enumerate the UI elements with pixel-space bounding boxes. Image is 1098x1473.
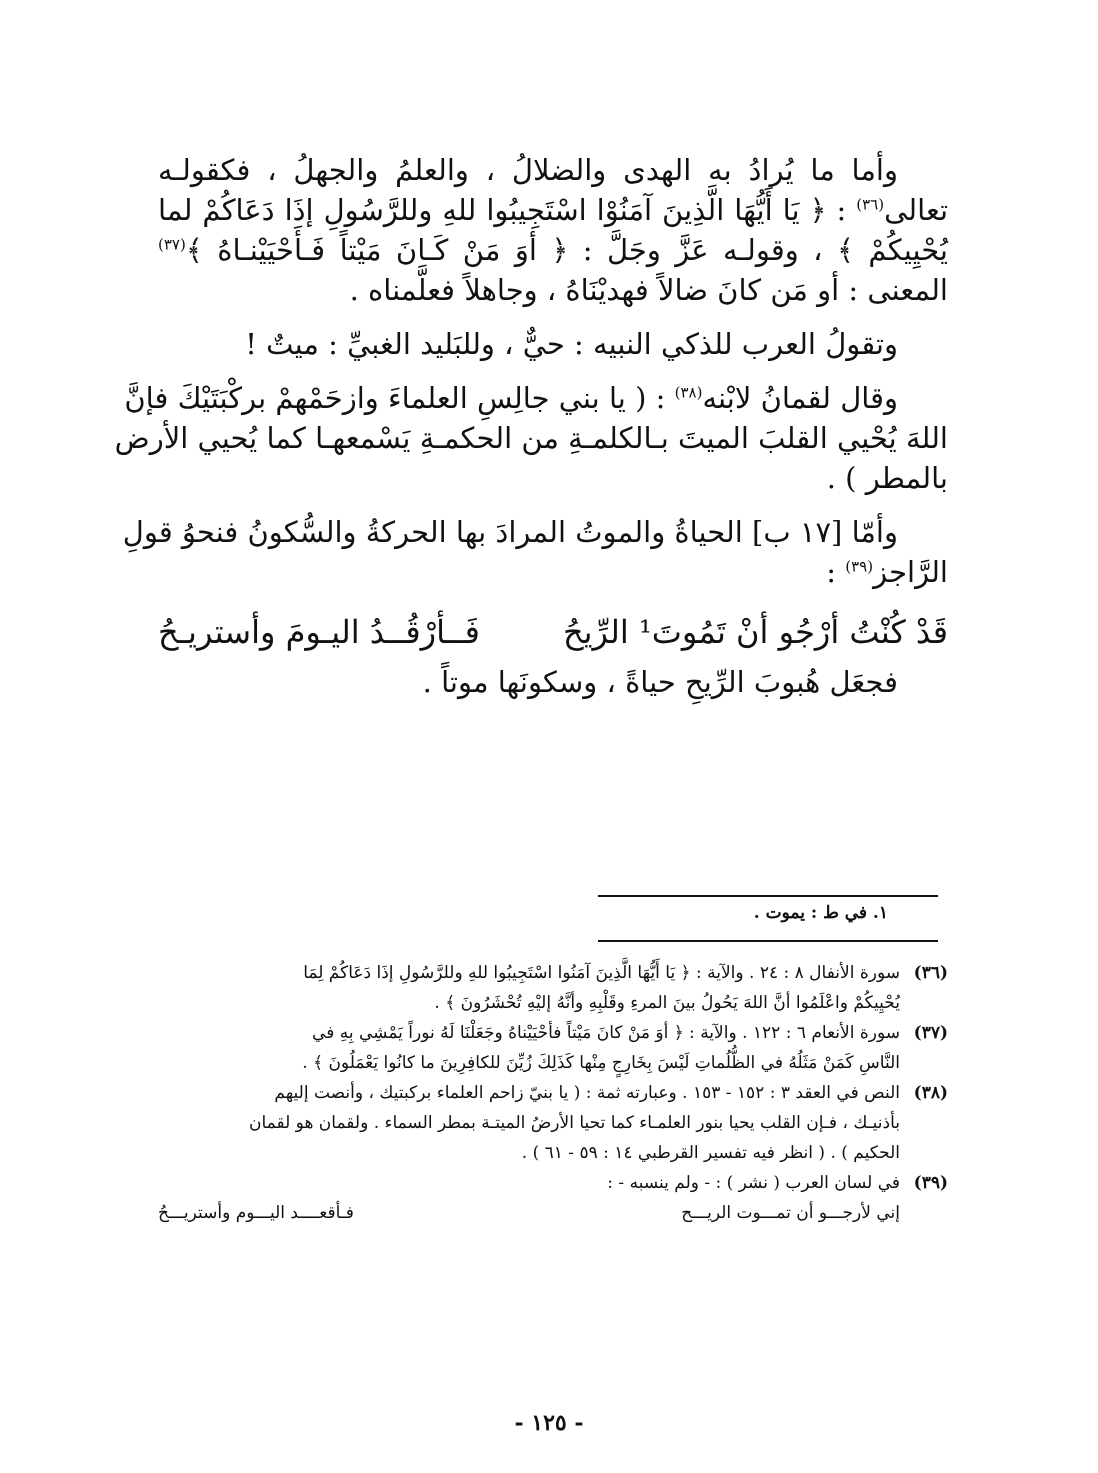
footnote-ref-38[interactable]: (٣٨) — [674, 383, 703, 402]
footnote-ref-39[interactable]: (٣٩) — [845, 557, 874, 576]
footnote-verse-first: إني لأرجـــو أن تمـــوت الريـــح — [681, 1203, 900, 1223]
footnote-number: (٣٨) — [913, 1083, 948, 1103]
footnote-line: يُحْيِيكُمْ واعْلَمُوا أنَّ اللهَ يَحُولُ بينَ المرءِ وقَلْبِهِ وأنَّهُ إليْهِ تُحْشَرُونَ ﴾ . — [434, 993, 900, 1013]
footnote-rule — [598, 940, 938, 942]
p1-line3-text: يُحْيِيكُمْ ﴾ ، وقولـه عَزَّ وجَلَّ : ﴿ أوَ مَنْ كَـانَ مَيْتاً فَـأَحْيَيْنـاهُ ﴾ — [185, 233, 948, 267]
footnote-38 — [158, 1078, 948, 1168]
main-text — [114, 150, 949, 702]
p1-line3 — [158, 230, 948, 270]
footnote-body — [158, 1168, 900, 1198]
p3-line3: بالمطر ) . — [826, 461, 948, 495]
footnote-line: الحكيم ) . ( انظر فيه تفسير القرطبي ١٤ : ٥٩ - ٦١ ) . — [521, 1143, 900, 1163]
footnote-line: سورة الأنفال ٨ : ٢٤ . والآية : ﴿ يَا أَيُّهَا الَّذِينَ آمَنُوا اسْتَجِيبُوا للهِ وللرَّسُولِ إذَا دَعَاكُمْ لِمَا — [303, 963, 900, 983]
p1-line2 — [158, 190, 948, 230]
verse-first-hemistich: قَدْ كُنْتُ أرْجُو أنْ تَمُوتَ¹ الرِّيحُ — [562, 613, 948, 651]
footnote-number: (٣٦) — [913, 963, 948, 983]
p4-line2-rest: : — [826, 555, 837, 589]
footnote-39 — [158, 1168, 948, 1198]
p1-line2-rest: : ﴿ يَا أَيُّهَا الَّذِينَ آمَنُوْا اسْتَجِيبُوا للهِ وللرَّسُولِ إذَا دَعَاكُمْ لما — [158, 193, 847, 227]
footnote-36 — [158, 958, 948, 1018]
footnote-line: النَّاسِ كَمَنْ مَثَلُهُ في الظُّلُماتِ لَيْسَ بِخَارِجٍ مِنْها كَذَلِكَ زُيِّنَ للكافِرِينَ ما كانُوا يَعْمَلُونَ ﴾ . — [302, 1053, 900, 1073]
footnotes — [158, 958, 948, 1228]
p4-line1: وأمّا [١٧ ب] الحياةُ والموتُ المرادَ بها الحركةُ والسُّكونُ فنحوُ قولِ — [122, 515, 898, 549]
p1-line1: وأما ما يُرادُ به الهدى والضلالُ ، والعلمُ والجهلُ ، فكقولـه — [158, 153, 898, 187]
p1-line2-start: تعالى — [884, 193, 949, 227]
variant-rule — [598, 895, 938, 897]
p2-line1: وتقولُ العرب للذكي النبيه : حيٌّ ، وللبَليد الغبيِّ : ميتٌ ! — [245, 327, 898, 361]
footnote-37 — [158, 1018, 948, 1078]
footnote-number: (٣٩) — [913, 1173, 948, 1193]
footnote-ref-37[interactable]: (٣٧) — [158, 235, 186, 254]
footnote-verse — [158, 1198, 948, 1228]
verse-second-hemistich: فَــأرْقُــدُ اليـومَ وأستريـحُ — [158, 613, 480, 651]
footnote-body — [158, 1078, 900, 1168]
variant-note: ١. في ط : يموت . — [753, 903, 888, 923]
p3-line1-start: وقال لقمانُ لابْنه — [702, 381, 898, 415]
footnote-verse-second: فـأقعــــد اليـــوم وأستريـــحُ — [158, 1203, 354, 1223]
p1-line4: المعنى : أو مَن كانَ ضالاً فهديْنَاهُ ، وجاهلاً فعلَّمناه . — [349, 273, 948, 307]
p3-line1-rest: : ( يا بني جالِسِ العلماءَ وازحَمْهمْ بركْبَتَيْكَ فإنَّ — [124, 381, 666, 415]
page-number: - ١٢٥ - — [514, 1410, 584, 1436]
p3-line1 — [124, 378, 948, 418]
poem-verse — [158, 602, 948, 662]
footnote-line: النص في العقد ٣ : ١٥٢ - ١٥٣ . وعبارته ثمة : ( يا بنيّ زاحم العلماء بركبتيك ، وأنصت إليهم — [274, 1083, 900, 1103]
p3-line2: اللهَ يُحْيي القلبَ الميتَ بـالكلمـةِ من الحكمـةِ يَسْمعهـا كما يُحيي الأرض — [114, 421, 948, 455]
p5-line1: فجعَل هُبوبَ الرِّيحِ حياةً ، وسكونَها موتاً . — [422, 665, 898, 699]
footnote-ref-36[interactable]: (٣٦) — [856, 195, 885, 214]
footnote-number: (٣٧) — [913, 1023, 948, 1043]
footnote-body — [158, 1018, 900, 1078]
footnote-line: بأذنيـك ، فـإن القلب يحيا بنور العلمـاء كما تحيا الأرضُ الميتـة بمطر السماء . ولقمان هو لقمان — [248, 1113, 900, 1133]
footnote-body — [158, 958, 900, 1018]
footnote-line: في لسان العرب ( نشر ) : - ولم ينسبه - : — [607, 1173, 900, 1193]
footnote-line: سورة الأنعام ٦ : ١٢٢ . والآية : ﴿ أوَ مَنْ كانَ مَيْتاً فأحْيَيْناهُ وجَعَلْنَا لَهُ نوراً يَمْشِي بِهِ في — [312, 1023, 900, 1043]
p4-line2 — [158, 552, 948, 592]
p4-line2-start: الرَّاجز — [873, 555, 948, 589]
